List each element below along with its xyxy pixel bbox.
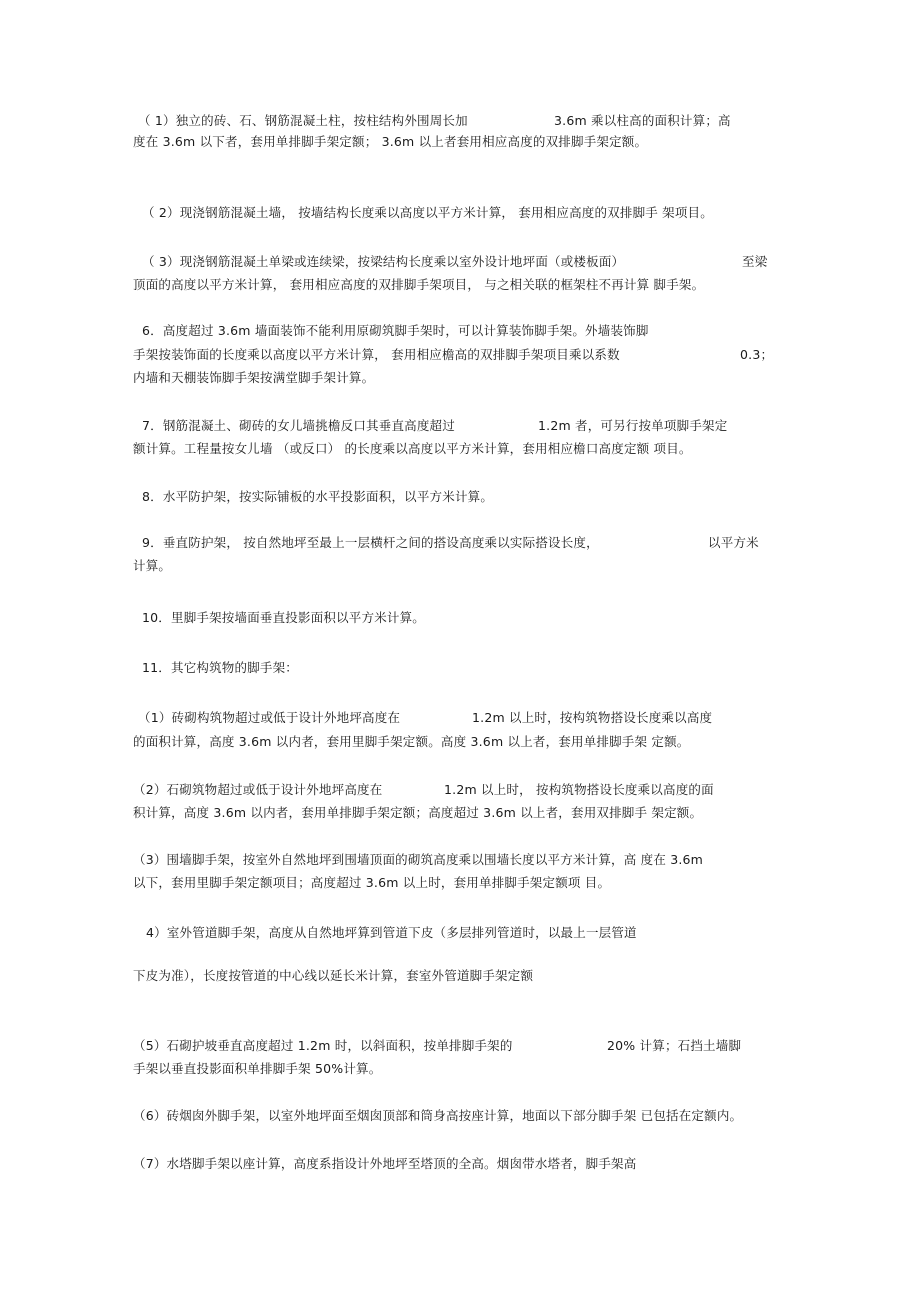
item-6-line-2a: 手架按装饰面的长度乘以高度以平方米计算， 套用相应檐高的双排脚手架项目乘以系数 [133, 347, 620, 362]
item-11-7-line-1: （7）水塔脚手架以座计算，高度系指设计外地坪至塔顶的全高。烟囱带水塔者，脚手架高 [133, 1156, 637, 1171]
item-11-5-line-1b: 20% 计算；石挡土墙脚 [607, 1038, 742, 1053]
para-3-line-2: 顶面的高度以平方米计算， 套用相应高度的双排脚手架项目， 与之相关联的框架柱不再计算 脚手架。 [133, 277, 705, 292]
item-8-line-1: 8．水平防护架，按实际铺板的水平投影面积，以平方米计算。 [142, 489, 494, 504]
item-11-5-line-2: 手架以垂直投影面积单排脚手架 50%计算。 [133, 1061, 382, 1076]
item-11-1-line-1b: 1.2m 以上时，按构筑物搭设长度乘以高度 [472, 710, 713, 725]
para-3-line-1b: 至梁 [742, 254, 768, 269]
item-11-1-line-1a: （1）砖砌构筑物超过或低于设计外地坪高度在 [138, 710, 401, 725]
item-6-line-2b: 0.3； [740, 347, 774, 362]
item-7-line-1b: 1.2m 者，可另行按单项脚手架定 [538, 418, 728, 433]
item-11-2-line-2: 积计算，高度 3.6m 以内者，套用单排脚手架定额；高度超过 3.6m 以上者，套用双排脚手 架定额。 [133, 805, 703, 820]
item-11-2-line-1b: 1.2m 以上时， 按构筑物搭设长度乘以高度的面 [444, 782, 714, 797]
item-11-5-line-1a: （5）石砌护坡垂直高度超过 1.2m 时，以斜面积，按单排脚手架的 [133, 1038, 513, 1053]
para-3-line-1a: （ 3）现浇钢筋混凝土单梁或连续梁，按梁结构长度乘以室外设计地坪面（或楼板面） [142, 254, 625, 269]
para-1-line-1a: （ 1）独立的砖、石、钢筋混凝土柱，按柱结构外围周长加 [138, 113, 468, 128]
item-11-6-line-1: （6）砖烟囱外脚手架，以室外地坪面至烟囱顶部和筒身高按座计算，地面以下部分脚手架 已包括在定额内。 [133, 1108, 743, 1123]
para-2-line-1: （ 2）现浇钢筋混凝土墙， 按墙结构长度乘以高度以平方米计算， 套用相应高度的双排脚手 架项目。 [142, 205, 713, 220]
item-11-heading: 11．其它构筑物的脚手架： [142, 660, 299, 675]
item-6-line-3: 内墙和天棚装饰脚手架按满堂脚手架计算。 [133, 370, 375, 385]
item-7-line-2: 额计算。工程量按女儿墙 （或反口） 的长度乘以高度以平方米计算，套用相应檐口高度定额 项目。 [133, 441, 692, 456]
item-11-1-line-2: 的面积计算，高度 3.6m 以内者，套用里脚手架定额。高度 3.6m 以上者，套用单排脚手架 定额。 [133, 734, 690, 749]
item-11-3-line-1: （3）围墙脚手架，按室外自然地坪到围墙顶面的砌筑高度乘以围墙长度以平方米计算，高 度在 3.6m [133, 852, 704, 867]
item-11-4-line-1: 4）室外管道脚手架，高度从自然地坪算到管道下皮（多层排列管道时，以最上一层管道 [146, 925, 637, 940]
item-11-4-line-2: 下皮为准），长度按管道的中心线以延长米计算，套室外管道脚手架定额 [133, 968, 534, 983]
item-7-line-1a: 7．钢筋混凝土、砌砖的女儿墙挑檐反口其垂直高度超过 [142, 418, 455, 433]
item-11-3-line-2: 以下，套用里脚手架定额项目；高度超过 3.6m 以上时，套用单排脚手架定额项 目。 [133, 875, 611, 890]
para-1-line-1b: 3.6m 乘以柱高的面积计算；高 [554, 113, 731, 128]
item-6-line-1: 6．高度超过 3.6m 墙面装饰不能利用原砌筑脚手架时，可以计算装饰脚手架。外墙装饰脚 [142, 323, 649, 338]
item-9-line-2: 计算。 [133, 558, 172, 573]
item-10-line-1: 10．里脚手架按墙面垂直投影面积以平方米计算。 [142, 610, 426, 625]
item-9-line-1a: 9．垂直防护架， 按自然地坪至最上一层横杆之间的搭设高度乘以实际搭设长度， [142, 535, 599, 550]
para-1-line-2: 度在 3.6m 以下者，套用单排脚手架定额； 3.6m 以上者套用相应高度的双排脚手架定额。 [133, 134, 648, 149]
item-11-2-line-1a: （2）石砌筑物超过或低于设计外地坪高度在 [133, 782, 383, 797]
item-9-line-1b: 以平方米 [708, 535, 759, 550]
